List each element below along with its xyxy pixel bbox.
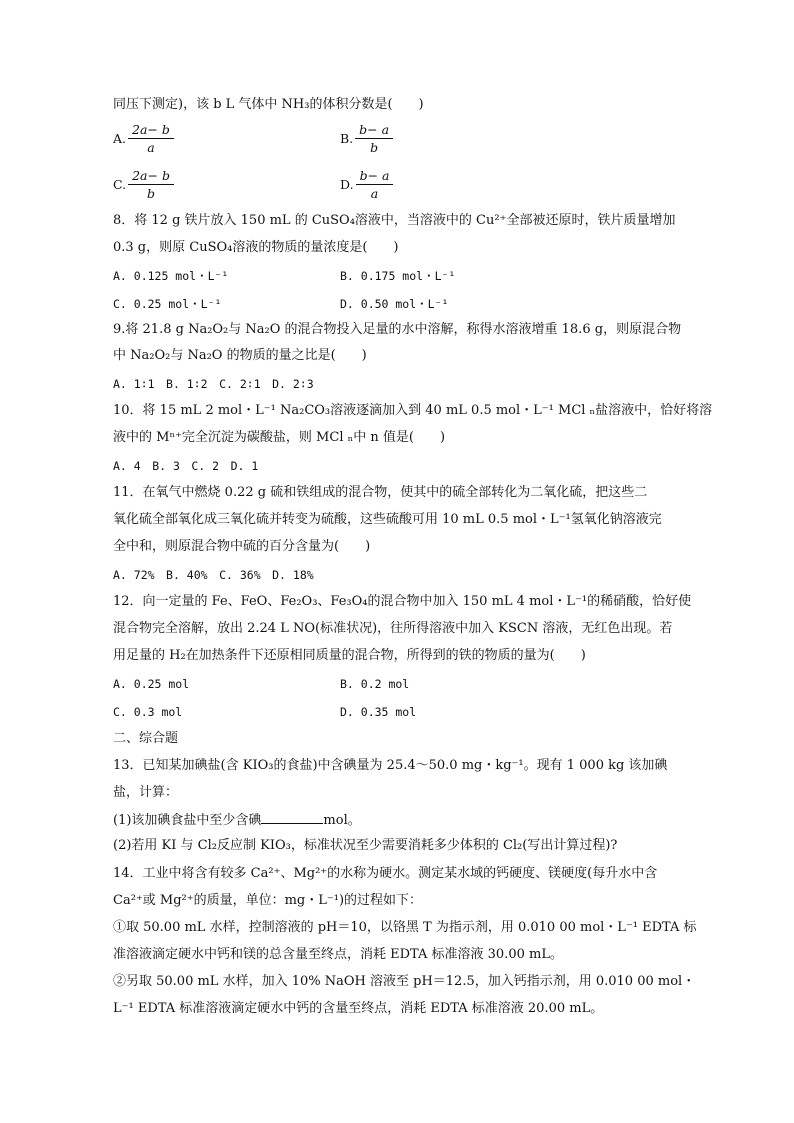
q7-option-c[interactable] [113,168,174,201]
denominator: b [147,186,156,201]
q12-option-c[interactable]: C. 0.3 mol [113,705,183,719]
q10-stem-line1: 10．将 15 mL 2 mol・L⁻¹ Na₂CO₃溶液逐滴加入到 40 mL 0.5 mol・L⁻¹ MCl ₙ盐溶液中，恰好将溶 [113,403,713,418]
q8-stem-line2: 0.3 g，则原 CuSO₄溶液的物质的量浓度是( ) [113,240,399,255]
q10-stem-line2: 液中的 Mⁿ⁺完全沉淀为碳酸盐，则 MCl ₙ中 n 值是( ) [113,430,446,445]
q14-step1-line1: ①取 50.00 mL 水样，控制溶液的 pH＝10，以铬黑 T 为指示剂，用 0.010 00 mol・L⁻¹ EDTA 标 [113,920,697,935]
q7-option-a[interactable] [113,122,174,155]
q8-option-b[interactable]: B. 0.175 mol・L⁻¹ [340,269,456,283]
fraction [356,168,394,201]
numerator: 2a− b [128,122,174,139]
q12-stem-line1: 12．向一定量的 Fe、FeO、Fe₂O₃、Fe₃O₄的混合物中加入 150 mL 4 mol・L⁻¹的稀硝酸，恰好使 [113,594,692,609]
numerator: b− a [355,122,393,139]
q11-stem-line3: 全中和，则原混合物中硫的百分含量为( ) [113,539,371,554]
q12-stem-line3: 用足量的 H₂在加热条件下还原相同质量的混合物，所得到的铁的物质的量为( ) [113,648,586,663]
q12-stem-line2: 混合物完全溶解，放出 2.24 L NO(标准状况)，往所得溶液中加入 KSCN 溶液，无红色出现。若 [113,621,673,636]
q9-stem-line1: 9.将 21.8 g Na₂O₂与 Na₂O 的混合物投入足量的水中溶解，称得水溶液增重 18.6 g，则原混合物 [113,322,682,337]
q12-option-d[interactable]: D. 0.35 mol [340,705,417,719]
q14-stem-line2: Ca²⁺或 Mg²⁺的质量，单位：mg・L⁻¹)的过程如下： [113,893,423,908]
denominator: a [147,140,155,155]
q12-option-a[interactable]: A. 0.25 mol [113,677,190,691]
q11-stem-line2: 氧化硫全部氧化成三氧化硫并转变为硫酸，这些硫酸可用 10 mL 0.5 mol・L⁻¹氢氧化钠溶液完 [113,512,662,527]
q13-stem-line1: 13．已知某加碘盐(含 KIO₃的食盐)中含碘量为 25.4～50.0 mg・kg⁻¹。现有 1 000 kg 该加碘 [113,758,668,773]
q13-sub1-text: (1)该加碘食盐中至少含碘 [113,813,262,828]
q13-sub2: (2)若用 KI 与 Cl₂反应制 KIO₃，标准状况至少需要消耗多少体积的 Cl₂(写出计算过程)? [113,838,618,853]
q14-step2-line1: ②另取 50.00 mL 水样，加入 10% NaOH 溶液至 pH＝12.5，加入钙指示剂，用 0.010 00 mol・ [113,974,696,989]
denominator: a [370,186,379,201]
q9-stem-line2: 中 Na₂O₂与 Na₂O 的物质的量之比是( ) [113,348,367,363]
option-label: A. [113,131,127,146]
q13-sub1-unit: mol。 [323,813,361,828]
q12-option-b[interactable]: B. 0.2 mol [340,677,410,691]
q13-sub1 [113,811,361,830]
fraction [128,168,174,201]
q14-step1-line2: 准溶液滴定硬水中钙和镁的总含量至终点，消耗 EDTA 标准溶液 30.00 mL。 [113,947,563,962]
option-label: C. [113,177,127,192]
q8-option-c[interactable]: C. 0.25 mol・L⁻¹ [113,297,222,311]
option-label: B. [340,131,354,146]
q9-options[interactable]: A. 1∶1 B. 1∶2 C. 2∶1 D. 2∶3 [113,377,314,391]
answer-blank[interactable] [261,811,323,824]
q10-options[interactable]: A. 4 B. 3 C. 2 D. 1 [113,459,259,473]
q7-option-b[interactable] [340,122,393,155]
q14-stem-line1: 14．工业中将含有较多 Ca²⁺、Mg²⁺的水称为硬水。测定某水域的钙硬度、镁硬度(每升水中含 [113,866,658,881]
fraction [355,122,393,155]
q7-stem-tail: 同压下测定)，该 b L 气体中 NH₃的体积分数是( ) [113,97,424,112]
q7-option-d[interactable] [340,168,393,201]
option-label: D. [340,177,354,192]
section-title: 二、综合题 [113,731,179,746]
denominator: b [370,140,379,155]
q11-options[interactable]: A. 72% B. 40% C. 36% D. 18% [113,568,314,582]
q11-stem-line1: 11．在氧气中燃烧 0.22 g 硫和铁组成的混合物，使其中的硫全部转化为二氧化硫，把这些二 [113,485,648,500]
q8-option-a[interactable]: A. 0.125 mol・L⁻¹ [113,269,229,283]
numerator: 2a− b [128,168,174,185]
q14-step2-line2: L⁻¹ EDTA 标准溶液滴定硬水中钙的含量至终点，消耗 EDTA 标准溶液 20.00 mL。 [113,1001,604,1016]
q13-stem-line2: 盐，计算： [113,785,179,800]
q8-option-d[interactable]: D. 0.50 mol・L⁻¹ [340,297,449,311]
numerator: b− a [356,168,394,185]
fraction [128,122,174,155]
q8-stem-line1: 8．将 12 g 铁片放入 150 mL 的 CuSO₄溶液中，当溶液中的 Cu²⁺全部被还原时，铁片质量增加 [113,213,676,228]
